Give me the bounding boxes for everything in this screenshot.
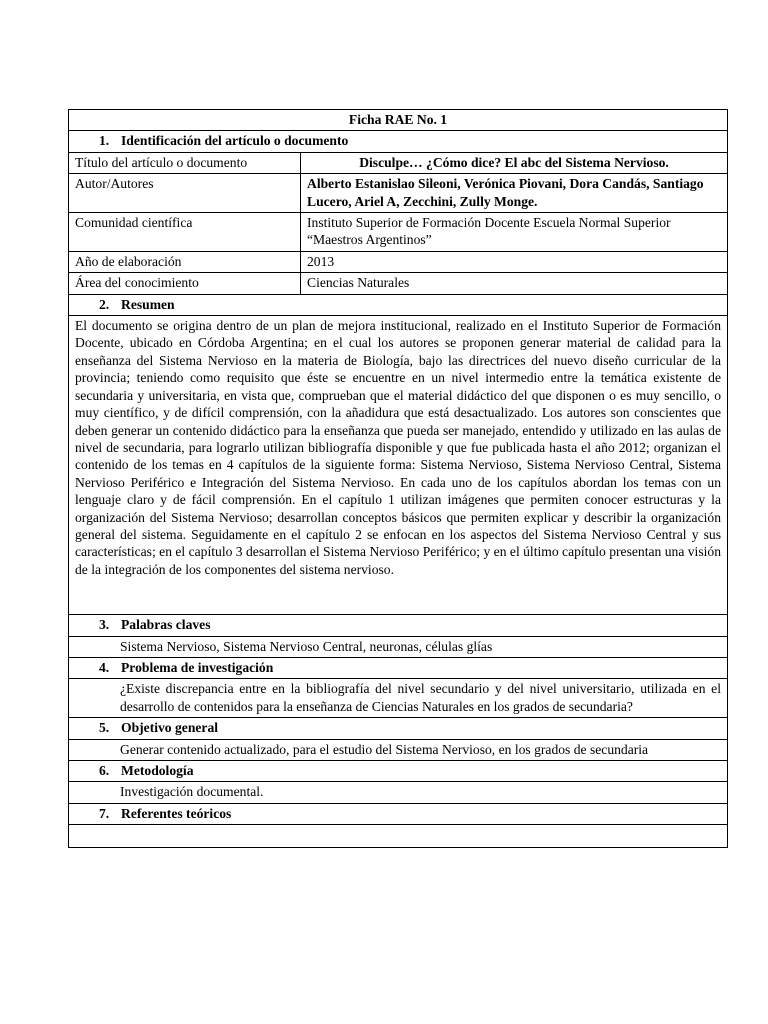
title-row	[69, 152, 728, 173]
keywords-row	[69, 636, 728, 657]
authors-row	[69, 174, 728, 213]
summary-text: El documento se origina dentro de un plan de mejora institucional, realizado en el Instituto Superior de Formación Docente, ubicado en Córdoba Argentina; en el cual los autores se proponen generar material de calidad para la enseñanza del Sistema Nervioso en la materia de Biología, bajo las directrices del nuevo diseño curricular de la provincia; teniendo como requisito que éste se encuentre en un nivel intermedio entre la temática existente de secundaria y universitaria, en vista que, comprueban que el material didáctico del que disponen o es muy sencillo, o muy científico, y de difícil comprensión, con la añadidura que está desactualizado. Los autores son conscientes que deben generar un contenido didáctico para la enseñanza que pueda ser manejado, entendido y utilizado en las aulas de nivel de secundaria, para lograrlo utilizan bibliografía disponible y que fue publicada hasta el año 2012; organizan el contenido de los temas en 4 capítulos de la siguiente forma: Sistema Nervioso, Sistema Nervioso Central, Sistema Nervioso Periférico e Integración del Sistema Nervioso. En cada uno de los capítulos abordan los temas con un lenguaje claro y de fácil comprensión. En el capítulo 1 utilizan imágenes que permiten conocer estructuras y la organización del Sistema Nervioso; desarrollan conceptos básicos que permiten explicar y describir la organización general del sistema. Seguidamente en el capítulo 2 se enfocan en los aspectos del Sistema Nervioso Central y sus características; en el capítulo 3 desarrollan el Sistema Nervioso Periférico; y en el último capítulo presentan una visión de la integración de los componentes del sistema nervioso.	[75, 318, 721, 577]
section-6-number: 6.	[99, 763, 110, 778]
objective-value: Generar contenido actualizado, para el estudio del Sistema Nervioso, en los grados de secundaria	[69, 739, 728, 760]
community-row	[69, 213, 728, 252]
problem-value: ¿Existe discrepancia entre en la bibliografía del nivel secundario y del nivel universitario, utilizada en el desarrollo de contenidos para la enseñanza de Ciencias Naturales en los grados de secundaria?	[69, 679, 728, 718]
community-value: Instituto Superior de Formación Docente Escuela Normal Superior “Maestros Argentinos”	[301, 213, 728, 252]
summary-cell	[69, 316, 728, 615]
section-4-label: Problema de investigación	[121, 659, 274, 675]
problem-row	[69, 679, 728, 718]
section-2-number: 2.	[99, 296, 110, 312]
year-row	[69, 251, 728, 272]
area-value: Ciencias Naturales	[301, 273, 728, 294]
section-4-number: 4.	[99, 659, 110, 675]
section-3-number: 3.	[99, 617, 110, 633]
form-title: Ficha RAE No. 1	[69, 110, 728, 131]
section-6-label: Metodología	[121, 763, 194, 778]
section-7-heading	[69, 803, 728, 824]
section-2-heading	[69, 294, 728, 315]
section-1-heading	[69, 131, 728, 152]
area-row	[69, 273, 728, 294]
year-value: 2013	[301, 251, 728, 272]
section-5-heading	[69, 718, 728, 739]
section-2-row	[69, 294, 728, 315]
section-6-row	[69, 761, 728, 782]
section-3-row	[69, 615, 728, 636]
section-2-label: Resumen	[121, 296, 175, 312]
section-3-heading	[69, 615, 728, 636]
section-3-label: Palabras claves	[121, 617, 211, 633]
section-5-label: Objetivo general	[121, 720, 219, 736]
section-6-heading	[69, 761, 728, 782]
section-4-heading	[69, 657, 728, 678]
title-label: Título del artículo o documento	[69, 152, 301, 173]
section-7-row	[69, 803, 728, 824]
objective-row	[69, 739, 728, 760]
references-value	[69, 825, 728, 848]
methodology-row	[69, 782, 728, 803]
authors-value: Alberto Estanislao Sileoni, Verónica Piovani, Dora Candás, Santiago Lucero, Ariel A, Zecchini, Zully Monge.	[301, 174, 728, 213]
references-row	[69, 825, 728, 848]
summary-row	[69, 316, 728, 615]
authors-label: Autor/Autores	[69, 174, 301, 213]
section-7-label: Referentes teóricos	[121, 805, 232, 821]
section-1-row	[69, 131, 728, 152]
section-5-row	[69, 718, 728, 739]
community-label: Comunidad científica	[69, 213, 301, 252]
area-label: Área del conocimiento	[69, 273, 301, 294]
section-1-number: 1.	[99, 133, 110, 149]
section-5-number: 5.	[99, 720, 110, 736]
title-value: Disculpe… ¿Cómo dice? El abc del Sistema Nervioso.	[301, 152, 728, 173]
year-label: Año de elaboración	[69, 251, 301, 272]
keywords-value: Sistema Nervioso, Sistema Nervioso Central, neuronas, células glías	[69, 636, 728, 657]
header-row	[69, 110, 728, 131]
section-1-label: Identificación del artículo o documento	[121, 133, 349, 149]
section-4-row	[69, 657, 728, 678]
rae-form-table	[68, 109, 728, 848]
section-7-number: 7.	[99, 805, 110, 821]
summary-spacer	[75, 578, 721, 612]
methodology-value: Investigación documental.	[69, 782, 728, 803]
